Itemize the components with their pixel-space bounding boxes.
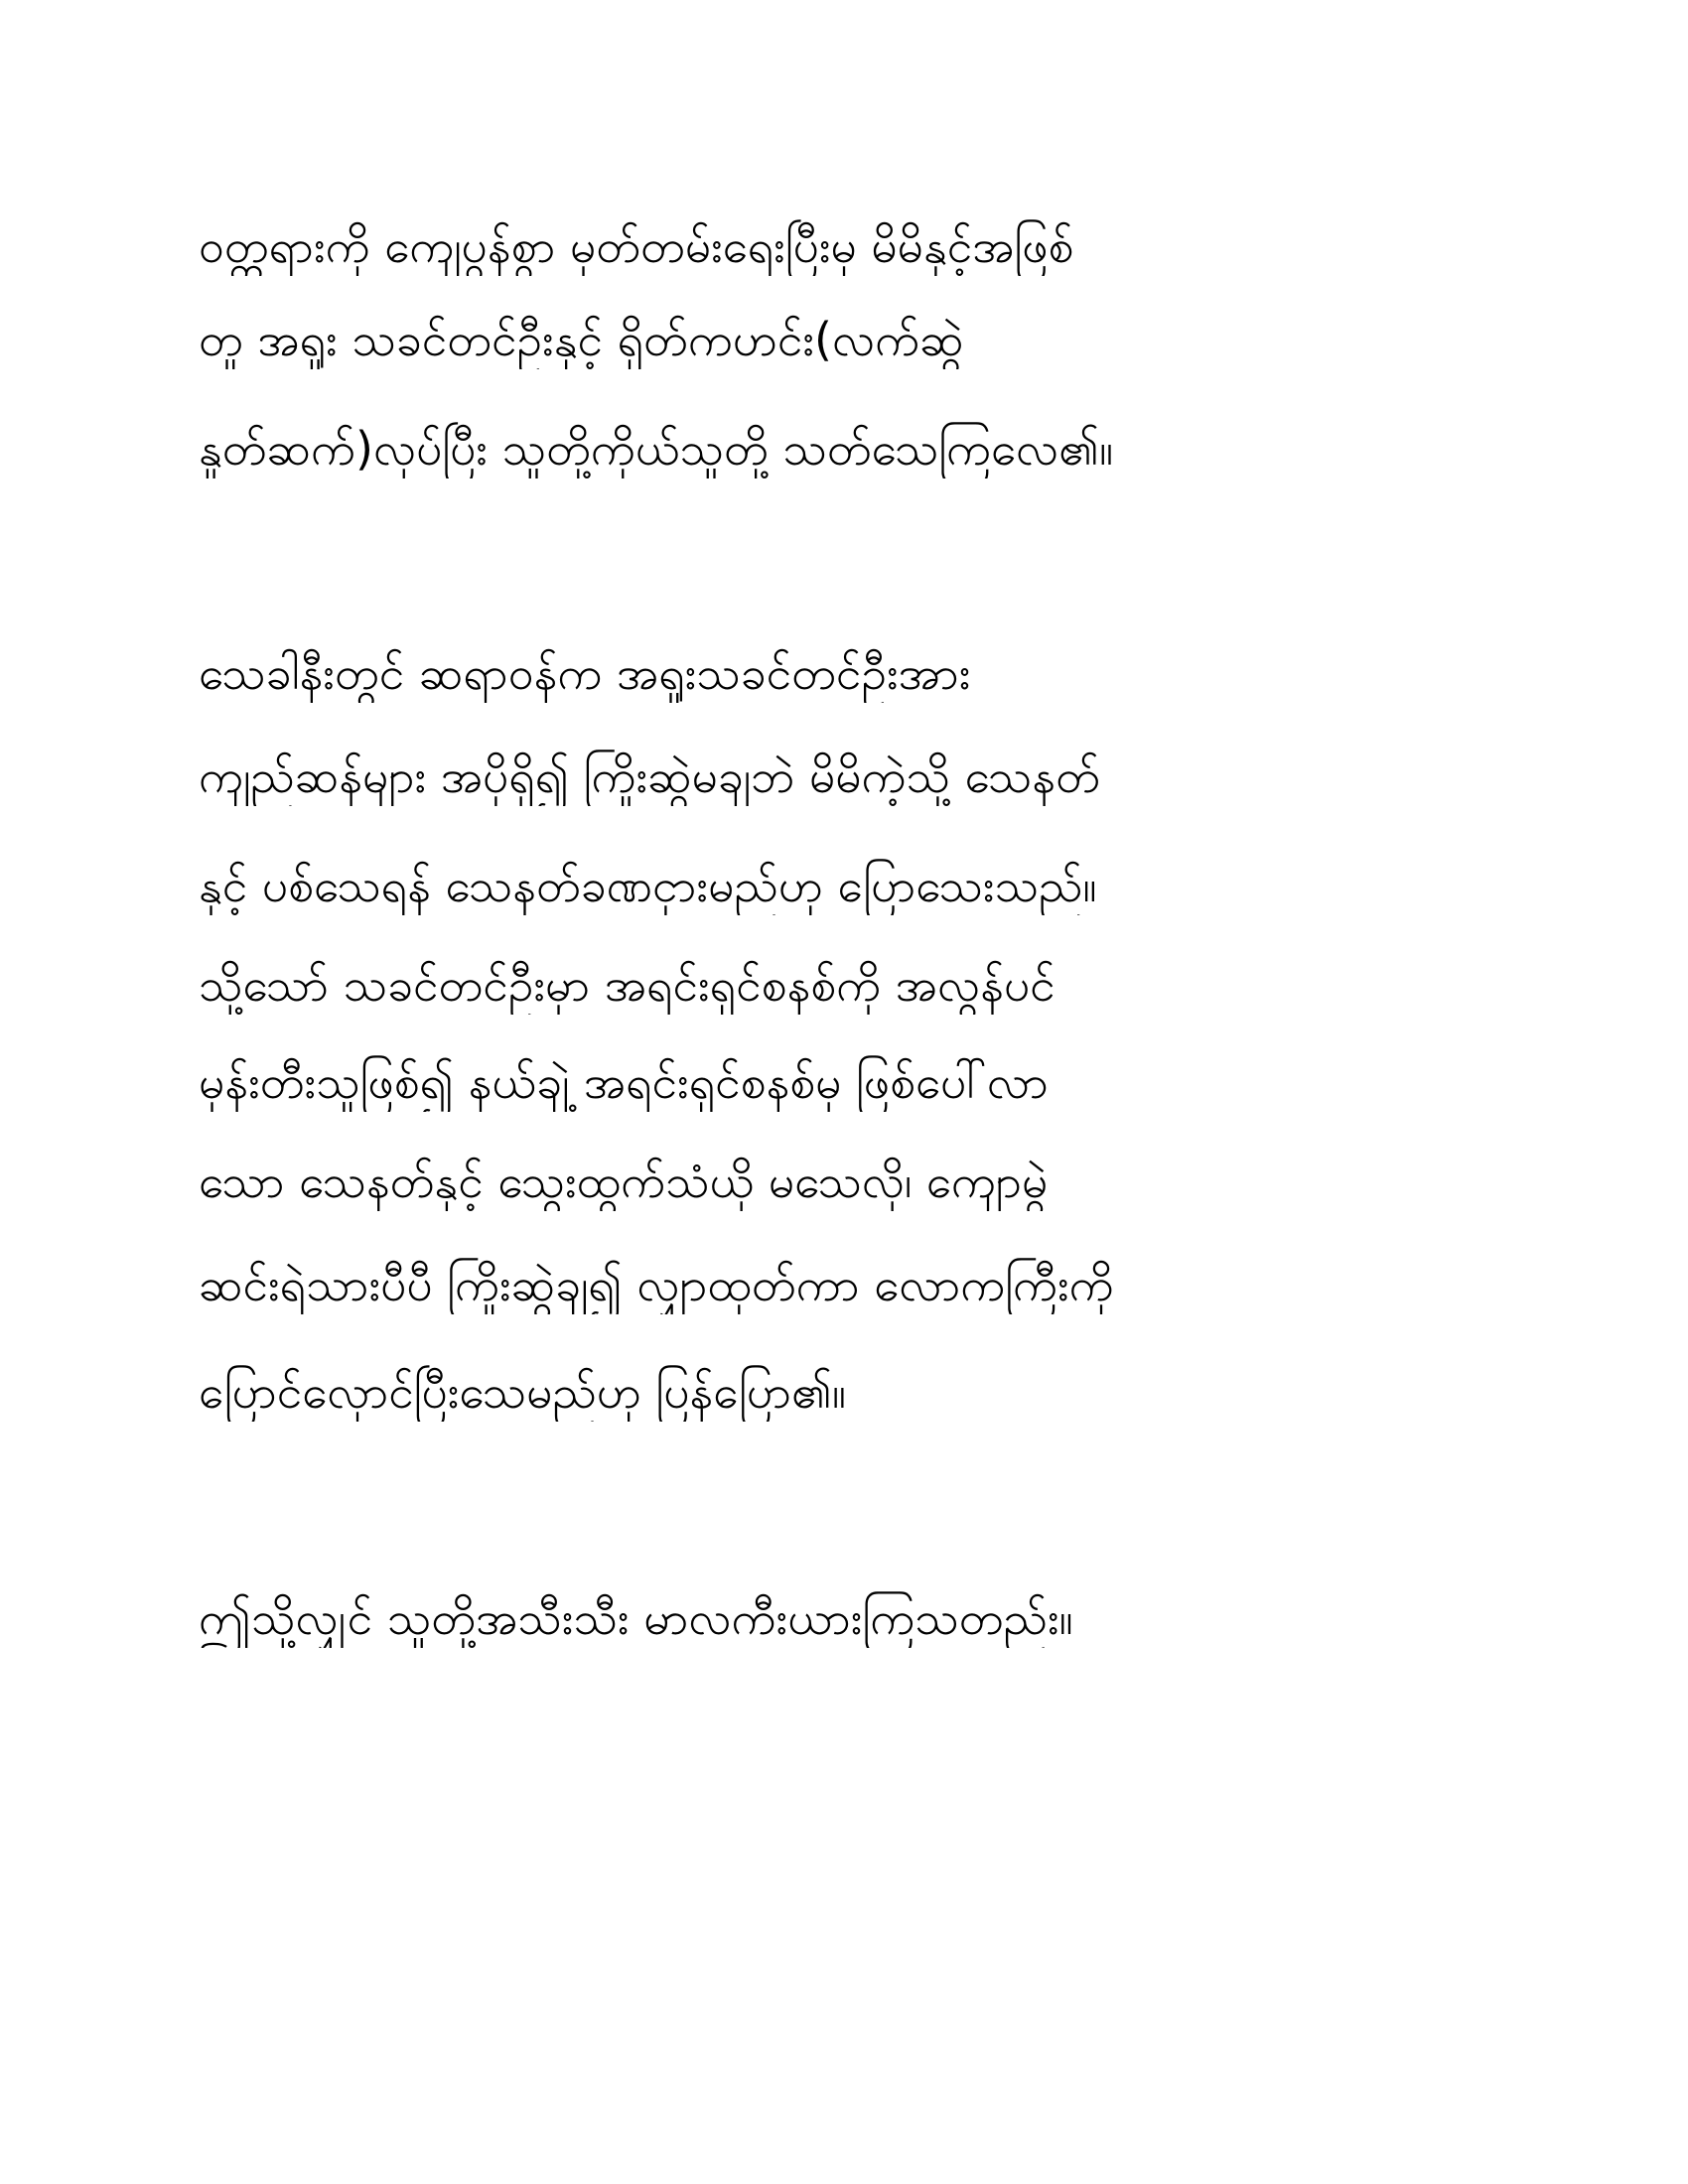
paragraph-2-line-5: မုန်းတီးသူဖြစ်၍ နယ်ချဲ့ အရင်းရှင်စနစ်မှ ဖြစ်ပေါ်လာ bbox=[199, 1055, 1049, 1109]
paragraph-1-line-1: ဝတ္တရားကို ကျေပွန်စွာ မှတ်တမ်းရေးပြီးမှ မိမိနှင့်အဖြစ် bbox=[199, 219, 1074, 273]
paragraph-2-line-3: နှင့် ပစ်သေရန် သေနတ်ခဏငှားမည်ဟု ပြောသေးသည်။ bbox=[199, 859, 1097, 912]
paragraph-2-line-4: သို့သော် သခင်တင်ဦးမှာ အရင်းရှင်စနစ်ကို အလွန်ပင် bbox=[199, 958, 1055, 1012]
paragraph-2-line-2: ကျည်ဆန်များ အပိုရှိ၍ ကြိုးဆွဲမချဘဲ မိမိကဲ့သို့ သေနတ် bbox=[199, 750, 1100, 803]
paragraph-2-line-7: ဆင်းရဲသားပီပီ ကြိုးဆွဲချ၍ လျှာထုတ်ကာ လောကကြီးကို bbox=[199, 1258, 1114, 1311]
paragraph-2-line-6: သော သေနတ်နှင့် သွေးထွက်သံယို မသေလို၊ ကျောမွဲ bbox=[199, 1155, 1049, 1208]
paragraph-2-line-8: ပြောင်လှောင်ပြီးသေမည်ဟု ပြန်ပြော၏။ bbox=[199, 1365, 846, 1419]
paragraph-1-line-2: တူ အရူး သခင်တင်ဦးနှင့် ရှိတ်ကဟင်း(လက်ဆွဲ bbox=[199, 313, 964, 366]
paragraph-1-line-3: နှုတ်ဆက်)လုပ်ပြီး သူတို့ကိုယ်သူတို့ သတ်သေကြလေ၏။ bbox=[199, 422, 1114, 476]
paragraph-2-line-1: သေခါနီးတွင် ဆရာဝန်က အရူးသခင်တင်ဦးအား bbox=[199, 646, 971, 700]
paragraph-3-line-1: ဤသို့လျှင် သူတို့အသီးသီး မာလကီးယားကြသတည်း။ bbox=[199, 1591, 1073, 1645]
